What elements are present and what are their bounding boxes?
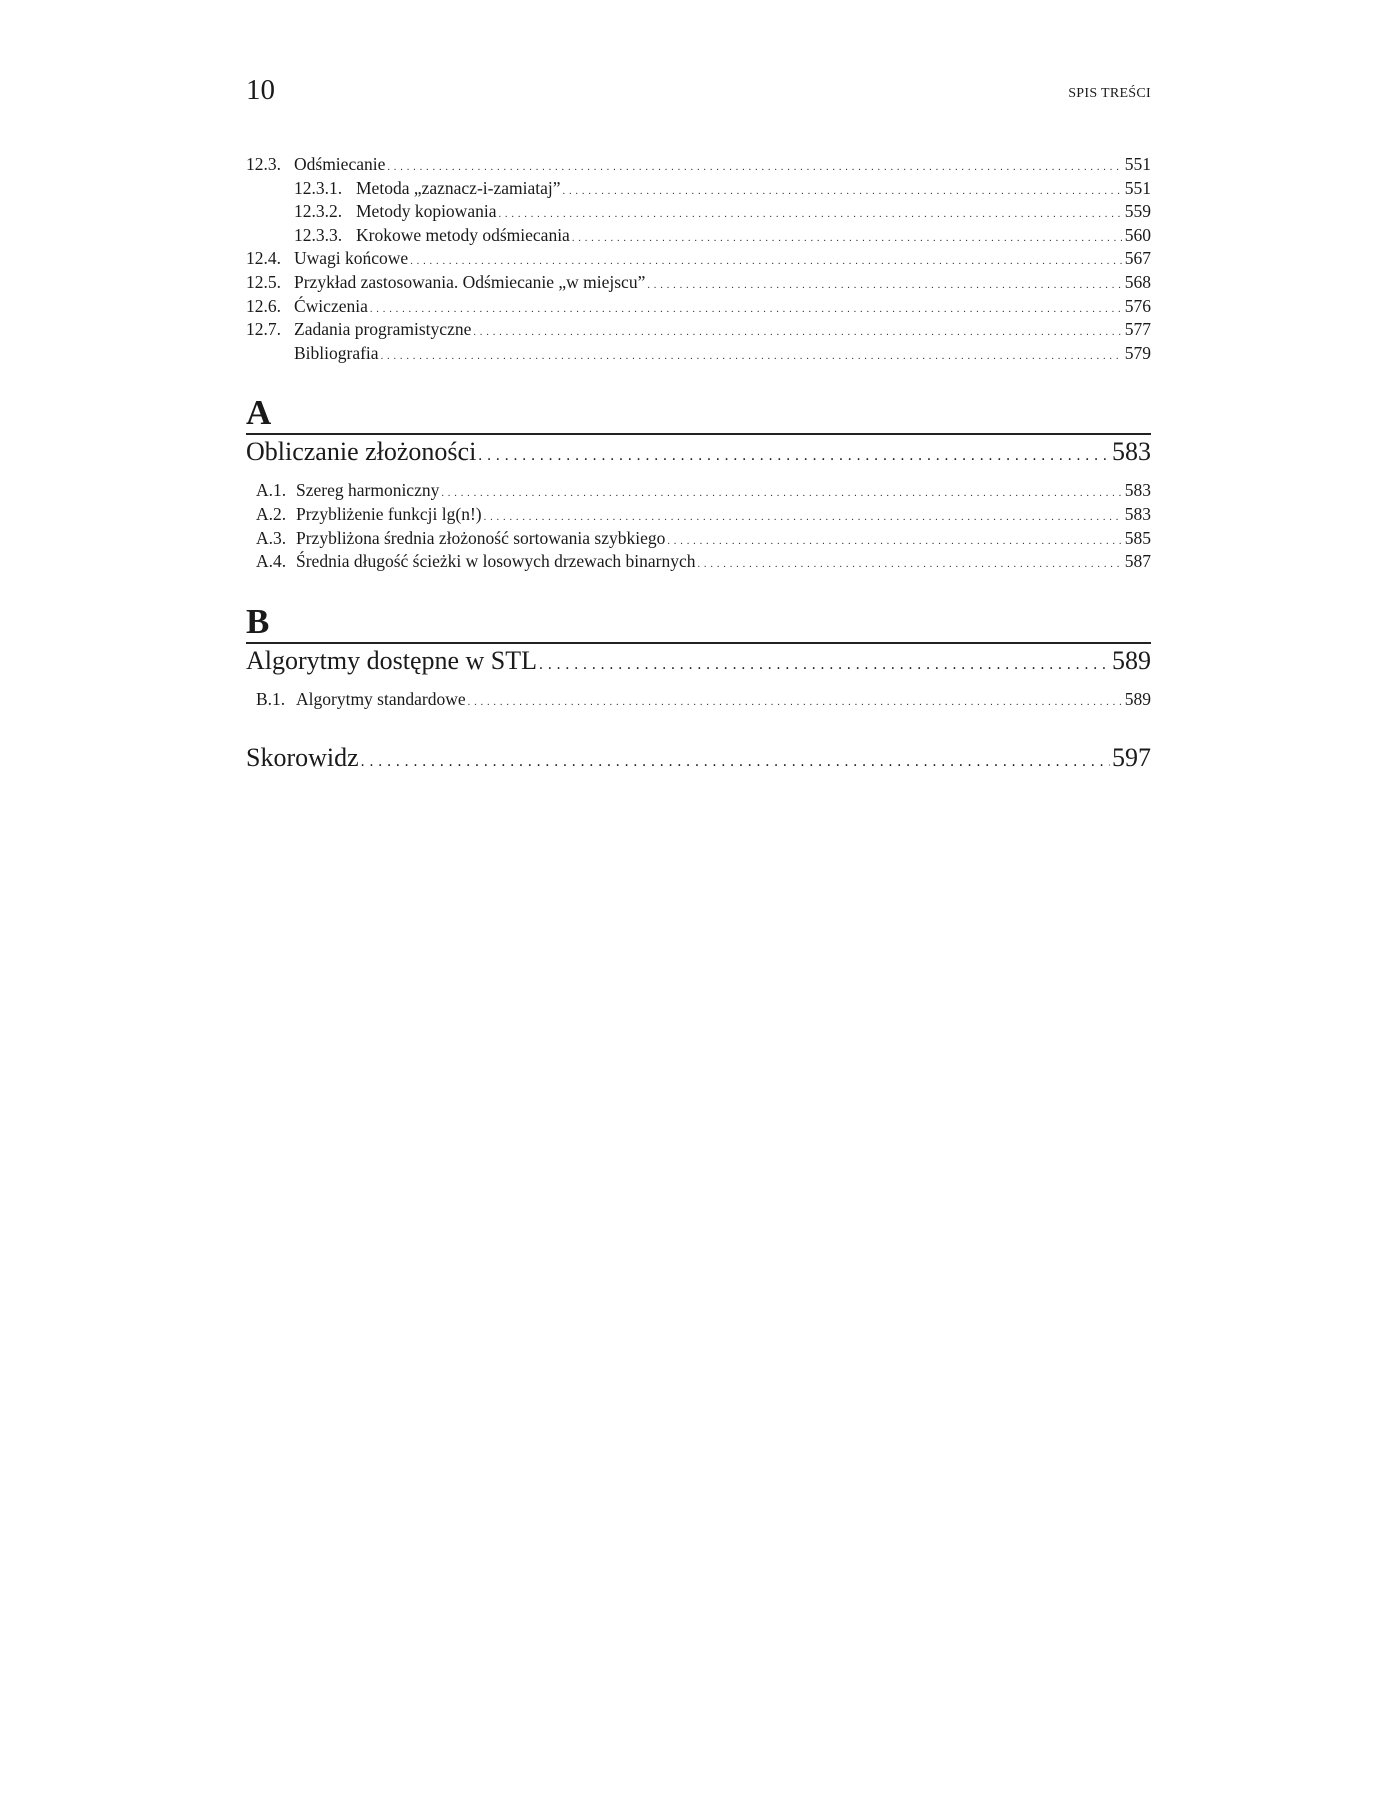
entry-title: Przybliżenie funkcji lg(n!) xyxy=(296,503,482,524)
entry-page: 560 xyxy=(1124,224,1151,245)
entry-title: Szereg harmoniczny xyxy=(296,480,440,501)
entry-title: Metody kopiowania xyxy=(356,201,497,222)
entry-title: Ćwiczenia xyxy=(294,295,368,316)
dot-leader xyxy=(563,177,1122,204)
toc-entry-bibliography[interactable] xyxy=(246,342,1151,366)
dot-leader xyxy=(667,527,1121,554)
entry-number: 12.3.1. xyxy=(294,177,343,198)
entry-page: 559 xyxy=(1124,201,1151,222)
toc-entry[interactable] xyxy=(246,688,1151,712)
index-page: 597 xyxy=(1112,743,1151,773)
toc-entry[interactable] xyxy=(246,200,1151,224)
dot-leader xyxy=(441,479,1121,506)
appendix-a-letter: A xyxy=(246,393,272,433)
toc-entry[interactable] xyxy=(246,527,1151,551)
dot-leader xyxy=(498,200,1121,227)
dot-leader xyxy=(484,503,1122,530)
entry-page: 551 xyxy=(1124,154,1151,174)
toc-entry[interactable] xyxy=(246,271,1151,295)
chapter-12-entries xyxy=(246,153,1151,365)
entry-page: 551 xyxy=(1124,177,1151,198)
entry-page: 568 xyxy=(1124,271,1151,292)
appendix-title: Obliczanie złożoności xyxy=(246,437,477,467)
dot-leader xyxy=(370,295,1122,322)
entry-number: A.1. xyxy=(256,480,287,501)
dot-leader xyxy=(647,271,1121,298)
page-header xyxy=(246,70,1151,112)
toc-entry[interactable] xyxy=(246,318,1151,342)
toc-entry[interactable] xyxy=(246,224,1151,248)
dot-leader xyxy=(473,318,1121,345)
running-title: SPIS TREŚCI xyxy=(1068,86,1151,101)
entry-number: 12.3. xyxy=(246,154,281,174)
entry-number: 12.3.2. xyxy=(294,201,343,222)
toc-entry[interactable] xyxy=(246,247,1151,271)
entry-number: 12.3.3. xyxy=(294,224,343,245)
toc-entry[interactable] xyxy=(246,295,1151,319)
entry-title: Przykład zastosowania. Odśmiecanie „w miejscu” xyxy=(294,271,646,292)
entry-number: A.2. xyxy=(256,503,287,524)
index-heading[interactable] xyxy=(246,741,1151,775)
toc-page xyxy=(246,70,1151,775)
page-number: 10 xyxy=(246,74,275,106)
toc-entry[interactable] xyxy=(246,550,1151,574)
toc-entry[interactable] xyxy=(246,153,1151,177)
entry-page: 587 xyxy=(1124,551,1151,572)
entry-title: Algorytmy standardowe xyxy=(296,688,466,709)
entry-number: A.3. xyxy=(256,527,287,548)
appendix-page: 589 xyxy=(1112,645,1151,675)
dot-leader xyxy=(468,688,1122,715)
toc-entry[interactable] xyxy=(246,479,1151,503)
entry-page: 583 xyxy=(1124,480,1151,501)
appendix-a-heading[interactable] xyxy=(246,435,1151,469)
entry-page: 585 xyxy=(1124,527,1151,548)
dot-leader xyxy=(410,247,1122,274)
entry-number: 12.5. xyxy=(246,271,281,292)
entry-title: Przybliżona średnia złożoność sortowania szybkiego xyxy=(296,527,666,548)
entry-number: 12.4. xyxy=(246,248,281,269)
entry-title: Krokowe metody odśmiecania xyxy=(356,224,570,245)
dot-leader xyxy=(572,224,1122,251)
dot-leader xyxy=(381,342,1122,369)
dot-leader xyxy=(697,550,1121,577)
entry-number: 12.7. xyxy=(246,319,281,340)
entry-number: 12.6. xyxy=(246,295,281,316)
toc-entry[interactable] xyxy=(246,503,1151,527)
entry-title: Średnia długość ścieżki w losowych drzewach binarnych xyxy=(296,551,696,572)
entry-page: 579 xyxy=(1124,342,1151,363)
appendix-b-entries xyxy=(246,688,1151,712)
index-title: Skorowidz xyxy=(246,743,359,773)
dot-leader xyxy=(361,741,1110,779)
entry-title: Bibliografia xyxy=(294,342,379,363)
entry-number: A.4. xyxy=(256,551,287,572)
appendix-b-heading[interactable] xyxy=(246,644,1151,678)
entry-title: Uwagi końcowe xyxy=(294,248,409,269)
entry-number: B.1. xyxy=(256,688,286,709)
appendix-a-entries xyxy=(246,479,1151,573)
entry-page: 576 xyxy=(1124,295,1151,316)
entry-title: Odśmiecanie xyxy=(294,154,386,174)
entry-page: 583 xyxy=(1124,503,1151,524)
entry-page: 589 xyxy=(1124,688,1151,709)
appendix-title: Algorytmy dostępne w STL xyxy=(246,645,538,675)
appendix-b-letter: B xyxy=(246,601,270,641)
dot-leader xyxy=(387,153,1121,180)
entry-page: 567 xyxy=(1124,248,1151,269)
dot-leader xyxy=(478,435,1110,473)
dot-leader xyxy=(539,644,1110,682)
toc-entry[interactable] xyxy=(246,177,1151,201)
appendix-page: 583 xyxy=(1112,437,1151,467)
entry-title: Zadania programistyczne xyxy=(294,319,472,340)
entry-title: Metoda „zaznacz-i-zamiataj” xyxy=(356,177,561,198)
entry-page: 577 xyxy=(1124,319,1151,340)
